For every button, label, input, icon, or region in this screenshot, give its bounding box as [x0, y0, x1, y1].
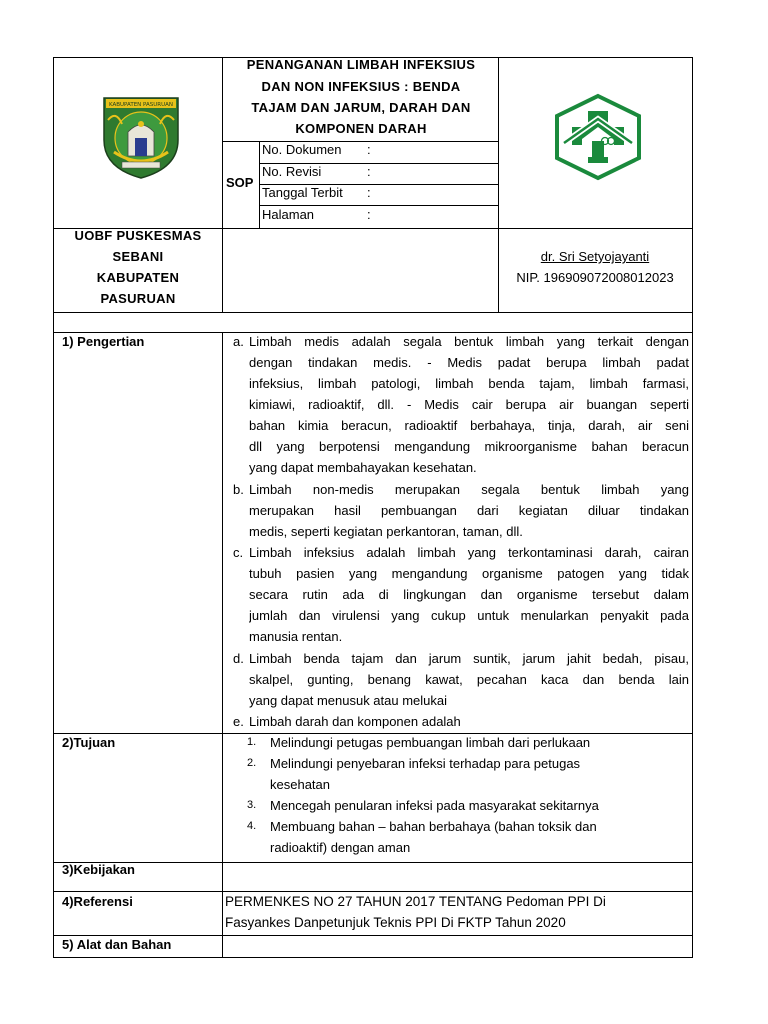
crest-text: KABUPATEN PASURUAN — [108, 102, 174, 108]
list-line: Melindungi petugas pembuangan limbah dari perlukaan — [270, 735, 591, 750]
list-line: tubuh pasien yang mengandung organisme patogen yang tidak — [249, 566, 689, 581]
list-marker: 4. — [247, 820, 257, 832]
signer-name: dr. Sri Setyojayanti — [540, 249, 650, 264]
grid-line — [692, 57, 693, 958]
list-marker: a. — [233, 334, 244, 349]
referensi-line: PERMENKES NO 27 TAHUN 2017 TENTANG Pedoman PPI Di — [225, 894, 606, 909]
list-line: medis, seperti kegiatan perkantoran, taman, dll. — [249, 524, 523, 539]
organization-line: SEBANI — [112, 249, 164, 264]
list-line: yang dapat menusuk atau melukai — [249, 693, 448, 708]
organization-line: KABUPATEN — [96, 270, 180, 285]
doc-field-label: No. Dokumen — [262, 142, 342, 157]
list-line: kimiawi, radioaktif, dll. - Medis cair berupa air buangan seperti — [249, 397, 689, 412]
doc-field-label: No. Revisi — [262, 164, 322, 179]
list-line: Limbah benda tajam dan jarum suntik, jarum jahit bedah, pisau, — [249, 651, 689, 666]
grid-line — [53, 57, 54, 958]
list-marker: 2. — [247, 757, 257, 769]
doc-field-sep: : — [367, 142, 371, 157]
list-line: Melindungi penyebaran infeksi terhadap para petugas — [270, 756, 581, 771]
document-title-line: PENANGANAN LIMBAH INFEKSIUS — [246, 57, 476, 72]
list-marker: c. — [233, 545, 244, 560]
grid-line — [53, 957, 693, 958]
puskesmas-logo — [552, 93, 644, 181]
signer-nip: NIP. 196909072008012023 — [516, 270, 674, 285]
grid-line — [222, 332, 223, 958]
doc-field-sep: : — [367, 164, 371, 179]
list-line: Limbah darah dan komponen adalah — [249, 714, 461, 729]
organization-line: UOBF PUSKESMAS — [74, 228, 202, 243]
list-line: dll yang berpotensi mengandung mikroorganisme bahan beracun — [249, 439, 689, 454]
sop-label: SOP — [226, 175, 254, 190]
grid-line — [259, 141, 260, 229]
list-line: bahan kimia beracun, radioaktif berbahaya, tinja, darah, air seni — [249, 418, 689, 433]
document-title-line: DAN NON INFEKSIUS : BENDA — [261, 79, 461, 94]
grid-line — [222, 57, 223, 313]
list-line: radioaktif) dengan aman — [270, 840, 411, 855]
list-marker: 3. — [247, 799, 257, 811]
list-line: infeksius, limbah patologi, limbah benda tajam, limbah farmasi, — [249, 376, 689, 391]
grid-line — [53, 312, 693, 313]
list-line: manusia rentan. — [249, 629, 343, 644]
list-marker: e. — [233, 714, 244, 729]
organization-line: PASURUAN — [100, 291, 176, 306]
section-label-tujuan: 2)Tujuan — [62, 735, 116, 750]
list-line: skalpel, gunting, benang kawat, pecahan kaca dan benda lain — [249, 672, 689, 687]
list-marker: 1. — [247, 736, 257, 748]
organization-name — [54, 225, 222, 309]
list-line: merupakan hasil pembuangan dari kegiatan diluar tindakan — [249, 503, 689, 518]
doc-field-sep: : — [367, 207, 371, 222]
list-line: Mencegah penularan infeksi pada masyarakat sekitarnya — [270, 798, 599, 813]
document-title-line: KOMPONEN DARAH — [295, 121, 427, 136]
section-label-kebijakan: 3)Kebijakan — [62, 862, 135, 877]
referensi-line: Fasyankes Danpetunjuk Teknis PPI Di FKTP Tahun 2020 — [225, 915, 566, 930]
list-line: yang dapat membahayakan kesehatan. — [249, 460, 477, 475]
list-line: jumlah dan virulensi yang cukup untuk menularkan penyakit pada — [249, 608, 689, 623]
list-line: Membuang bahan – bahan berbahaya (bahan toksik dan — [270, 819, 597, 834]
document-title-line: TAJAM DAN JARUM, DARAH DAN — [251, 100, 471, 115]
list-marker: d. — [233, 651, 244, 666]
list-line: Limbah non-medis merupakan segala bentuk limbah yang — [249, 482, 689, 497]
list-line: kesehatan — [270, 777, 330, 792]
list-line: secara rutin ada di lingkungan dan organisme tersebut dalam — [249, 587, 689, 602]
grid-line — [53, 862, 693, 863]
section-label-referensi: 4)Referensi — [62, 894, 133, 909]
list-marker: b. — [233, 482, 244, 497]
doc-field-sep: : — [367, 185, 371, 200]
doc-field-label: Halaman — [262, 207, 315, 222]
section-label-alat-bahan: 5) Alat dan Bahan — [62, 937, 172, 952]
doc-field-label: Tanggal Terbit — [262, 185, 343, 200]
section-label-pengertian: 1) Pengertian — [62, 334, 145, 349]
list-line: Limbah medis adalah segala bentuk limbah yang terkait dengan — [249, 334, 689, 349]
regency-crest-logo — [98, 90, 184, 180]
list-line: dengan tindakan medis. - Medis padat berupa limbah padat — [249, 355, 689, 370]
list-line: Limbah infeksius adalah limbah yang terkontaminasi darah, cairan — [249, 545, 689, 560]
